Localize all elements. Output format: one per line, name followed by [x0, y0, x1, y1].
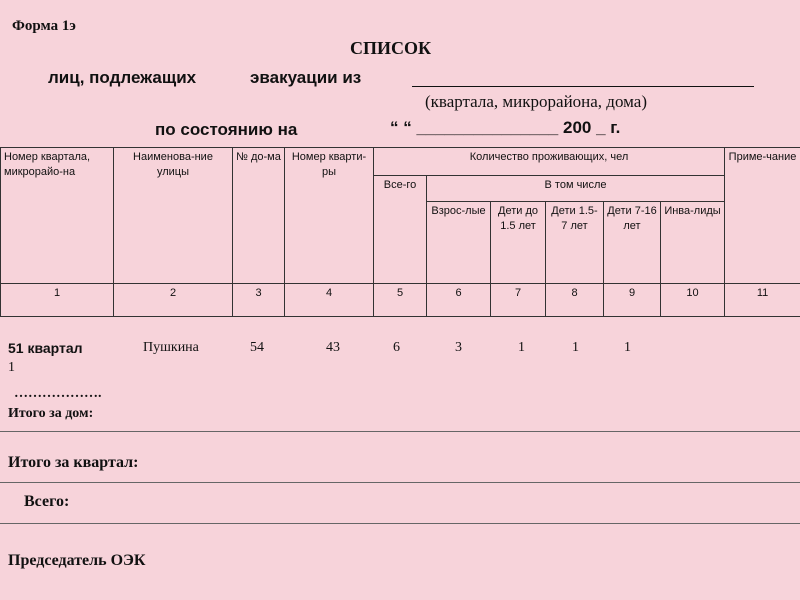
column-number: 1 [1, 284, 114, 317]
header-block-number: Номер квартала, микрорайо-на [1, 148, 114, 284]
header-total: Все-го [374, 176, 427, 284]
header-kids-7-16: Дети 7-16 лет [604, 202, 661, 284]
house-total-label: Итого за дом: [8, 406, 94, 421]
header-adults: Взрос-лые [427, 202, 491, 284]
entry-dots: ………………. [14, 386, 102, 401]
block-total-label: Итого за квартал: [8, 454, 139, 471]
evacuation-table [0, 147, 800, 317]
entry-apartment: 43 [326, 340, 340, 355]
column-number: 6 [427, 284, 491, 317]
subtitle-persons: лиц, подлежащих [48, 68, 197, 87]
entry-kids-1-5-7: 1 [572, 340, 579, 355]
header-residents: Количество проживающих, чел [374, 148, 725, 176]
column-number: 3 [233, 284, 285, 317]
entry-block: 51 квартал [8, 340, 83, 356]
header-including: В том числе [427, 176, 725, 202]
column-number: 7 [491, 284, 546, 317]
entry-kids-7-16: 1 [624, 340, 631, 355]
header-kids-1-5-7: Дети 1.5-7 лет [546, 202, 604, 284]
subtitle-evacuation: эвакуации из [250, 68, 362, 87]
as-of-date: “ “ _______________ 200 _ г. [390, 118, 621, 137]
document-title: СПИСОК [350, 38, 432, 58]
entry-street: Пушкина [143, 340, 199, 355]
chairman-label: Председатель ОЭК [8, 552, 146, 569]
location-blank-line [412, 86, 754, 87]
entry-kids-under-1-5: 1 [518, 340, 525, 355]
as-of-label: по состоянию на [155, 120, 298, 139]
column-number: 5 [374, 284, 427, 317]
divider-line [0, 431, 800, 432]
column-number: 9 [604, 284, 661, 317]
grand-total-label: Всего: [24, 493, 70, 510]
entry-block-tail: 1 [8, 360, 15, 375]
column-number: 2 [114, 284, 233, 317]
divider-line [0, 523, 800, 524]
location-hint: (квартала, микрорайона, дома) [425, 92, 647, 111]
entry-adults: 3 [455, 340, 462, 355]
divider-line [0, 482, 800, 483]
column-number: 10 [661, 284, 725, 317]
header-kids-under-1-5: Дети до 1.5 лет [491, 202, 546, 284]
entry-house: 54 [250, 340, 264, 355]
column-number: 8 [546, 284, 604, 317]
header-apartment: Номер кварти-ры [285, 148, 374, 284]
header-note: Приме-чание [725, 148, 800, 284]
column-number: 4 [285, 284, 374, 317]
form-label: Форма 1э [12, 18, 76, 34]
header-street: Наименова-ние улицы [114, 148, 233, 284]
entry-total: 6 [393, 340, 400, 355]
header-disabled: Инва-лиды [661, 202, 725, 284]
column-number: 11 [725, 284, 800, 317]
header-house: № до-ма [233, 148, 285, 284]
